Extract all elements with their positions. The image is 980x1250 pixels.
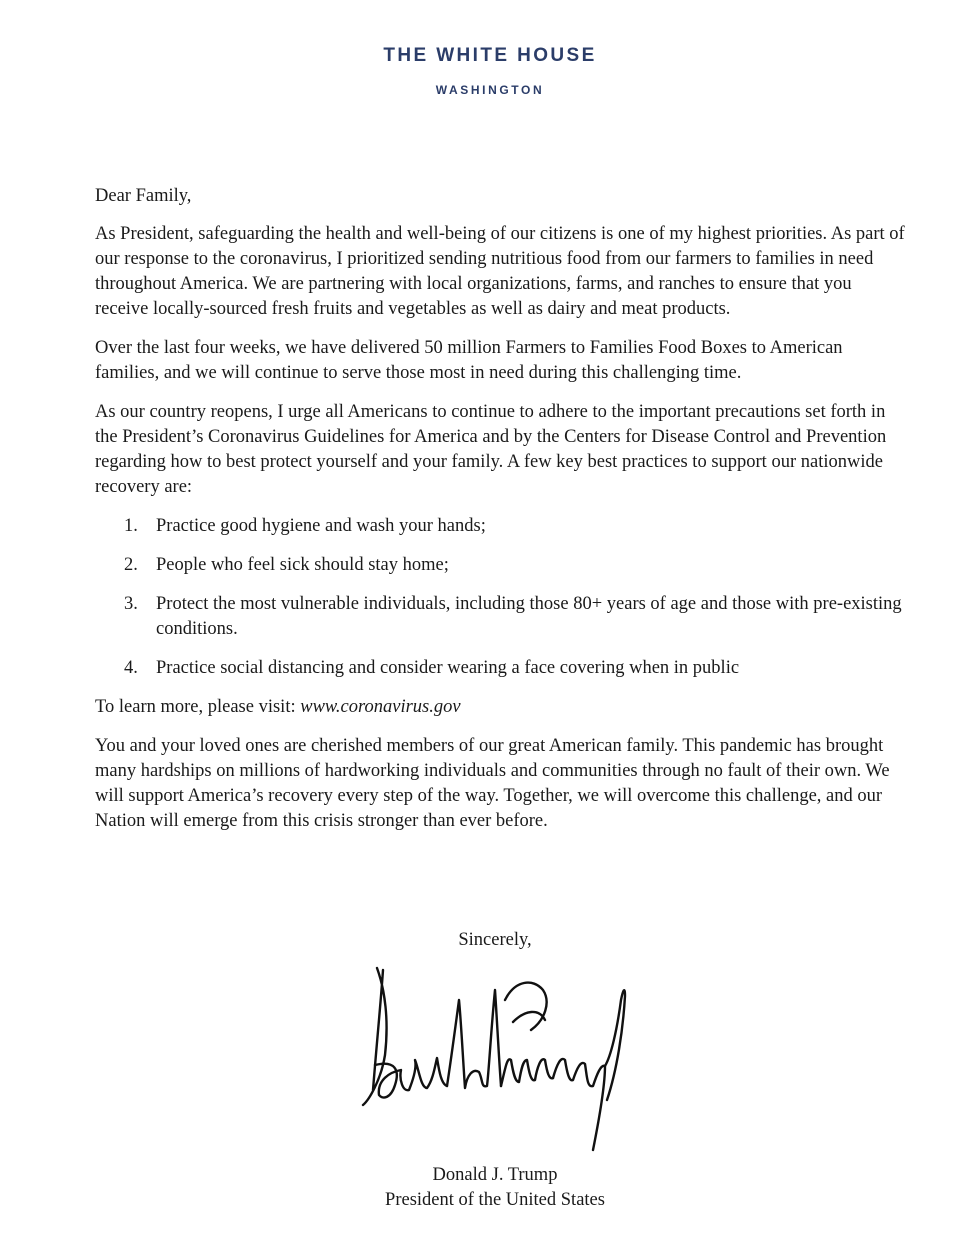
list-item-text: Practice social distancing and consider wearing a face covering when in public bbox=[156, 658, 740, 678]
signature-block bbox=[0, 1163, 980, 1213]
learn-more-line bbox=[95, 695, 905, 720]
list-item-text: People who feel sick should stay home; bbox=[156, 555, 449, 575]
list-item bbox=[95, 592, 905, 642]
list-item-text: Practice good hygiene and wash your hands; bbox=[156, 516, 486, 536]
coronavirus-link[interactable]: www.coronavirus.gov bbox=[300, 697, 461, 717]
list-item bbox=[95, 553, 905, 578]
letterhead bbox=[0, 44, 980, 98]
letter-body bbox=[95, 184, 905, 848]
valediction: Sincerely, bbox=[458, 930, 532, 950]
list-item-number: 2. bbox=[124, 555, 138, 575]
signer-title: President of the United States bbox=[385, 1190, 605, 1210]
list-item-number: 4. bbox=[124, 658, 138, 678]
list-item bbox=[95, 656, 905, 681]
signature bbox=[355, 960, 645, 1160]
greeting: Dear Family, bbox=[95, 186, 192, 206]
paragraph-closing: You and your loved ones are cherished members of our great American family. This pandemic has brought many hardships on millions of hardworking individuals and communities through no fault of their own. We will support America’s recovery every step of the way. Together, we will overcome this challenge, and our Nation will emerge from this crisis stronger than ever before. bbox=[95, 736, 890, 831]
letterhead-title: THE WHITE HOUSE bbox=[383, 45, 597, 66]
paragraph-precautions: As our country reopens, I urge all Americans to continue to adhere to the important precautions set forth in the President’s Coronavirus Guidelines for America and by the Centers for Disease Control and Prevention regarding how to best protect yourself and your family. A few key best practices to support our nationwide recovery are: bbox=[95, 402, 887, 497]
practices-list bbox=[95, 514, 905, 681]
paragraph-priorities: As President, safeguarding the health and well-being of our citizens is one of my highest priorities. As part of our response to the coronavirus, I prioritized sending nutritious food from our farmers to families in need throughout America. We are partnering with local organizations, farms, and ranches to ensure that you receive locally-sourced fresh fruits and vegetables as well as dairy and meat products. bbox=[95, 224, 905, 319]
paragraph-food-boxes: Over the last four weeks, we have delivered 50 million Farmers to Families Food Boxes to American families, and we will continue to serve those most in need during this challenging time. bbox=[95, 338, 843, 383]
list-item-number: 1. bbox=[124, 516, 138, 536]
learn-more-prefix: To learn more, please visit: bbox=[95, 697, 301, 717]
letterhead-subtitle: WASHINGTON bbox=[435, 83, 545, 97]
list-item-text: Protect the most vulnerable individuals, including those 80+ years of age and those with pre-existing conditions. bbox=[156, 594, 902, 639]
list-item-number: 3. bbox=[124, 594, 138, 614]
list-item bbox=[95, 514, 905, 539]
signer-name: Donald J. Trump bbox=[432, 1165, 558, 1185]
